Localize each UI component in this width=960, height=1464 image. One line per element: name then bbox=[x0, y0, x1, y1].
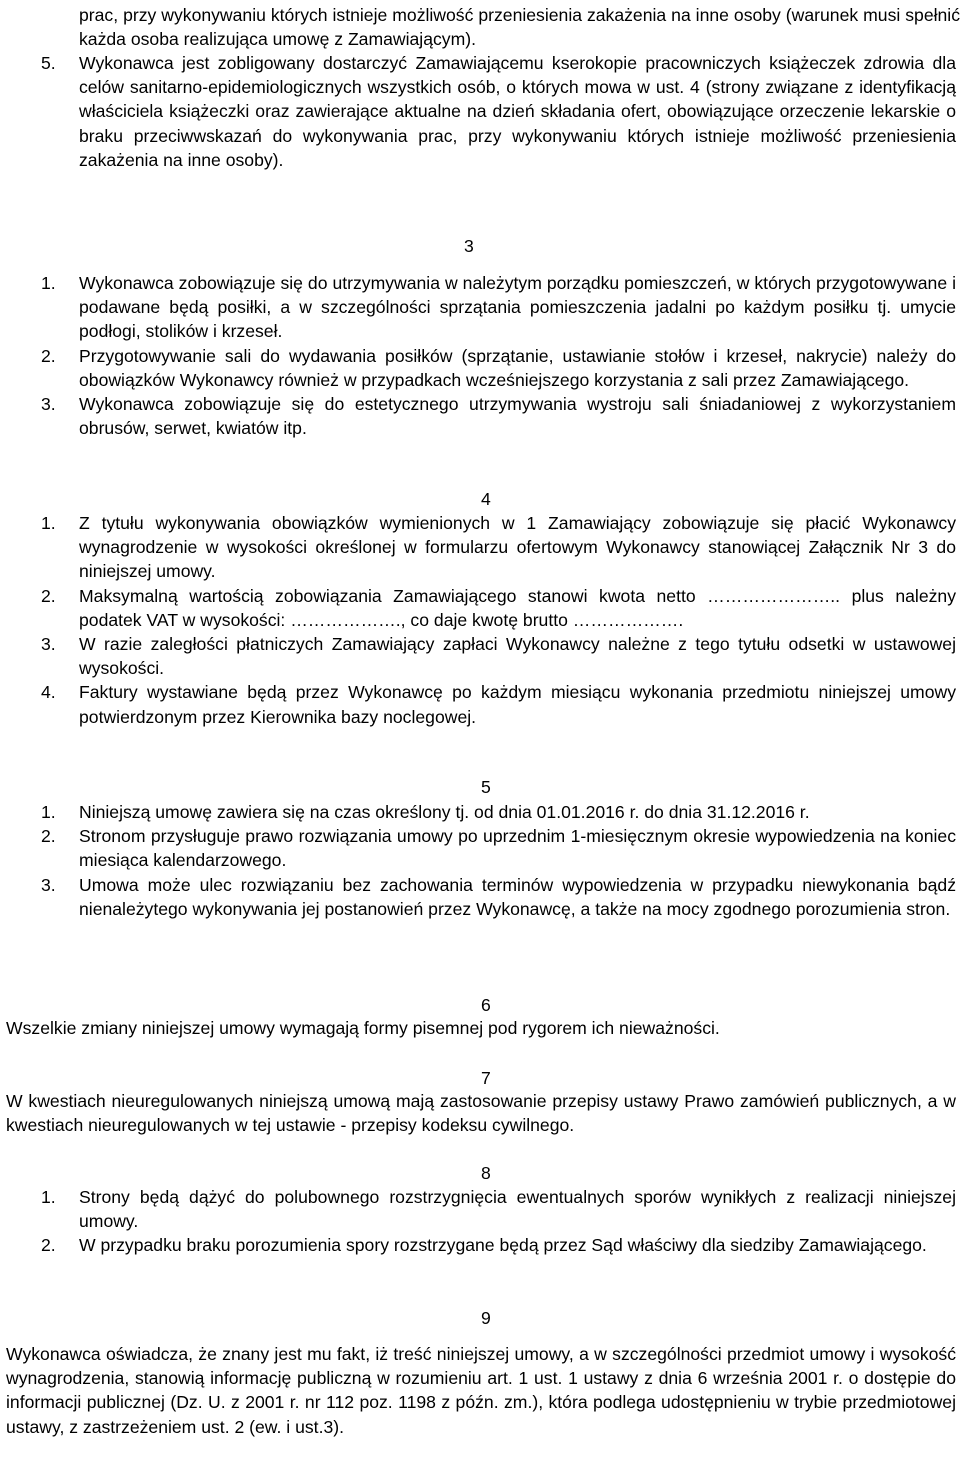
section-6-text: Wszelkie zmiany niniejszej umowy wymagają formy pisemnej pod rygorem ich nieważności. bbox=[6, 1018, 720, 1038]
section-3-list bbox=[0, 271, 960, 440]
list-number: 5. bbox=[41, 53, 56, 73]
list-item bbox=[0, 824, 960, 872]
list-text: W razie zaległości płatniczych Zamawiający zapłaci Wykonawcy należne z tego tytułu odsetki w ustawowej wysokości. bbox=[79, 634, 956, 679]
list-text: Strony będą dążyć do polubownego rozstrzygnięcia ewentualnych sporów wynikłych z realizacji niniejszej umowy. bbox=[79, 1187, 956, 1232]
list-text: Wykonawca zobowiązuje się do utrzymywania w należytym porządku pomieszczeń, w których przygotowywane i podawane będą posiłki, a w szczególności sprzątania pomieszczenia jadalni po każdym posiłku tj. umycie podłogi, stolików i krzeseł. bbox=[79, 273, 956, 342]
list-text: Faktury wystawiane będą przez Wykonawcę po każdym miesiącu wykonania przedmiotu niniejszej umowy potwierdzonym przez Kierownika bazy noclegowej. bbox=[79, 682, 956, 727]
list-number: 1. bbox=[41, 513, 56, 533]
list-number: 2. bbox=[41, 1235, 56, 1256]
section-heading-text: 7 bbox=[481, 1068, 491, 1088]
list-item bbox=[0, 800, 960, 824]
list-number: 2. bbox=[41, 826, 56, 847]
section-heading-text: 6 bbox=[481, 995, 491, 1015]
list-item bbox=[0, 392, 960, 440]
list-number: 3. bbox=[41, 394, 56, 415]
list-text: Z tytułu wykonywania obowiązków wymienionych w 1 Zamawiający zobowiązuje się płacić Wykonawcy wynagrodzenie w wysokości określonej w formularzu ofertowym Wykonawcy stanowiącej Załącznik Nr 3 do niniejszej umowy. bbox=[79, 513, 956, 582]
list-item bbox=[0, 511, 960, 584]
list-number: 3. bbox=[41, 634, 56, 655]
list-item bbox=[0, 344, 960, 392]
list-number: 4. bbox=[41, 682, 56, 703]
list-number: 2. bbox=[41, 585, 56, 606]
list-text: Niniejszą umowę zawiera się na czas określony tj. od dnia 01.01.2016 r. do dnia 31.12.2016 r. bbox=[79, 802, 810, 822]
section-4-list bbox=[0, 511, 960, 729]
section-9-text: Wykonawca oświadcza, że znany jest mu fakt, iż treść niniejszej umowy, a w szczególności przedmiot umowy i wysokość wynagrodzenia, stanowią informację publiczną w rozumieniu art. 1 ust. 1 ustawy z dnia 6 września 2001 r. o dostępie do informacji publicznej (Dz. U. z 2001 r. nr 112 poz. 1198 z późn. zm.), która podlega udostępnieniu w trybie przedmiotowej ustawy, z zastrzeżeniem ust. 2 (ew. i ust.3). bbox=[6, 1344, 956, 1437]
section-heading-text: 9 bbox=[481, 1308, 491, 1328]
section-heading-3 bbox=[0, 234, 960, 260]
list-item bbox=[0, 873, 960, 921]
list-text: W przypadku braku porozumienia spory rozstrzygane będą przez Sąd właściwy dla siedziby Zamawiającego. bbox=[79, 1235, 927, 1256]
section-heading-text: 8 bbox=[481, 1163, 491, 1183]
list-number: 3. bbox=[41, 874, 56, 895]
list-text: Umowa może ulec rozwiązaniu bez zachowania terminów wypowiedzenia w przypadku niewykonania bądź nienależytego wykonywania jej postanowień przez Wykonawcę, a także na mocy zgodnego porozumienia stron. bbox=[79, 874, 956, 919]
section-5-list bbox=[0, 800, 960, 921]
section-heading-text: 5 bbox=[481, 777, 491, 797]
section-heading-8 bbox=[0, 1161, 960, 1187]
list-item bbox=[0, 1233, 960, 1257]
section-heading-text: 4 bbox=[481, 489, 491, 509]
section-heading-9 bbox=[0, 1306, 960, 1332]
list-number: 2. bbox=[41, 345, 56, 366]
list-item bbox=[0, 584, 960, 632]
section-7-text: W kwestiach nieuregulowanych niniejszą umową mają zastosowanie przepisy ustawy Prawo zamówień publicznych, a w kwestiach nieuregulowanych w tej ustawie - przepisy kodeksu cywilnego. bbox=[6, 1091, 956, 1136]
list-text: Wykonawca zobowiązuje się do estetycznego utrzymywania wystroju sali śniadaniowej z wykorzystaniem obrusów, serwet, kwiatów itp. bbox=[79, 394, 956, 439]
paragraph-continuation: prac, przy wykonywaniu których istnieje możliwość przeniesienia zakażenia na inne osoby (warunek musi spełnić każda osoba realizująca umowę z Zamawiającym). bbox=[79, 5, 960, 50]
list-item bbox=[0, 1185, 960, 1233]
list-text: Wykonawca jest zobligowany dostarczyć Zamawiającemu kserokopie pracowniczych książeczek zdrowia dla celów sanitarno-epidemiologicznych wszystkich osób, o których mowa w ust. 4 (strony związane z identyfikacją właściciela książeczki oraz zawierające aktualne na dzień składania ofert, obowiązujące orzeczenie lekarskie o braku przeciwwskazań do wykonywania prac, przy wykonywaniu których istnieje możliwość przeniesienia zakażenia na inne osoby). bbox=[79, 53, 956, 170]
list-item bbox=[0, 680, 960, 728]
list-item bbox=[0, 271, 960, 344]
list-item-5 bbox=[0, 51, 960, 172]
list-item bbox=[0, 632, 960, 680]
list-text: Stronom przysługuje prawo rozwiązania umowy po uprzednim 1-miesięcznym okresie wypowiedzenia na koniec miesiąca kalendarzowego. bbox=[79, 826, 956, 871]
list-text: Maksymalną wartością zobowiązania Zamawiającego stanowi kwota netto ………………….. plus należny podatek VAT w wysokości: ………………., co daje kwotę brutto ………………. bbox=[79, 585, 956, 630]
section-heading-4 bbox=[0, 487, 960, 513]
section-heading-text: 3 bbox=[464, 236, 474, 256]
list-number: 1. bbox=[41, 1187, 56, 1207]
list-number: 1. bbox=[41, 802, 56, 822]
section-heading-5 bbox=[0, 775, 960, 801]
list-number: 1. bbox=[41, 273, 56, 293]
section-8-list bbox=[0, 1185, 960, 1258]
list-text: Przygotowywanie sali do wydawania posiłków (sprzątanie, ustawianie stołów i krzeseł, nakrycie) należy do obowiązków Wykonawcy również w przypadkach wcześniejszego korzystania z sali przez Zamawiającego. bbox=[79, 345, 956, 390]
